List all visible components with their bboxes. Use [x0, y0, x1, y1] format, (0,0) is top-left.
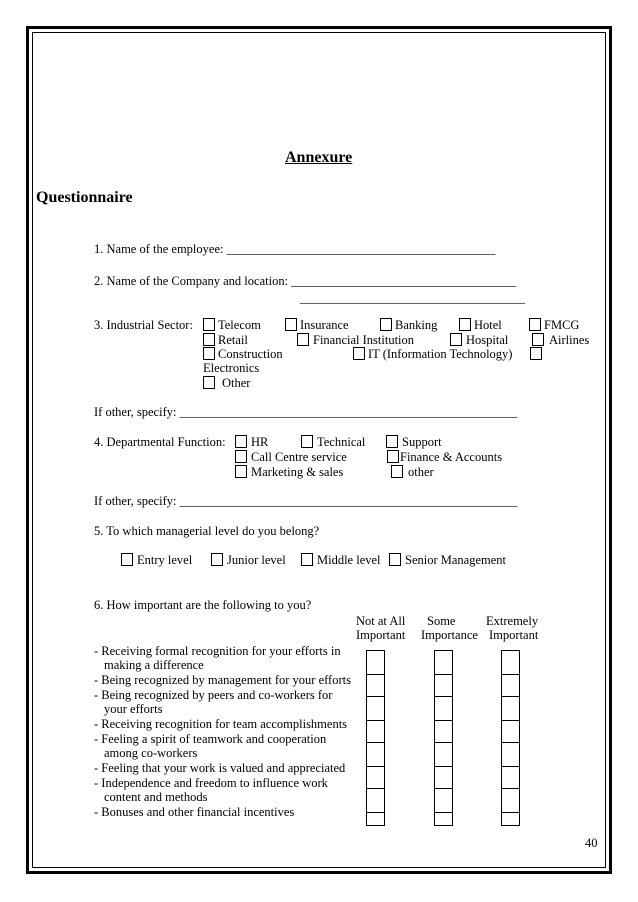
rating-cell[interactable]: [367, 675, 384, 697]
item-3: - Being recognized by peers and co-workers for: [94, 688, 333, 702]
item-1-cont: making a difference: [104, 658, 204, 672]
checkbox-retail[interactable]: [203, 333, 215, 346]
option-hospital: Hospital: [466, 333, 509, 347]
checkbox-telecom[interactable]: [203, 318, 215, 331]
option-technical: Technical: [317, 435, 366, 449]
option-call-centre: Call Centre service: [251, 450, 347, 464]
rating-cell[interactable]: [435, 813, 452, 835]
page-number: 40: [585, 836, 598, 850]
option-construction: Construction: [218, 347, 283, 361]
option-telecom: Telecom: [218, 318, 261, 332]
rating-column-some[interactable]: [434, 650, 453, 826]
rating-column-extremely[interactable]: [501, 650, 520, 826]
questionnaire-heading: Questionnaire: [36, 189, 133, 206]
page-title: Annexure: [285, 149, 353, 166]
rating-cell[interactable]: [502, 743, 519, 767]
rating-cell[interactable]: [435, 743, 452, 767]
rating-cell[interactable]: [502, 721, 519, 743]
item-7-cont: content and methods: [104, 790, 208, 804]
option-junior-level: Junior level: [227, 553, 286, 567]
option-airlines: Airlines: [549, 333, 590, 347]
rating-column-not-at-all[interactable]: [366, 650, 385, 826]
checkbox-hotel[interactable]: [459, 318, 471, 331]
question-6-label: 6. How important are the following to you?: [94, 598, 312, 612]
checkbox-call-centre[interactable]: [235, 450, 247, 463]
checkbox-support[interactable]: [386, 435, 398, 448]
item-8: - Bonuses and other financial incentives: [94, 805, 295, 819]
rating-cell[interactable]: [367, 813, 384, 835]
col-header-not-at-all-2: Important: [356, 628, 406, 642]
rating-cell[interactable]: [502, 789, 519, 813]
checkbox-middle-level[interactable]: [301, 553, 313, 566]
checkbox-marketing-sales[interactable]: [235, 465, 247, 478]
rating-cell[interactable]: [367, 697, 384, 721]
option-entry-level: Entry level: [137, 553, 193, 567]
option-insurance: Insurance: [300, 318, 349, 332]
question-4-label: 4. Departmental Function:: [94, 435, 226, 449]
option-marketing-sales: Marketing & sales: [251, 465, 344, 479]
question-5-label: 5. To which managerial level do you belong?: [94, 524, 320, 538]
rating-cell[interactable]: [435, 789, 452, 813]
rating-cell[interactable]: [367, 789, 384, 813]
checkbox-fmcg[interactable]: [529, 318, 541, 331]
checkbox-junior-level[interactable]: [211, 553, 223, 566]
item-6: - Feeling that your work is valued and appreciated: [94, 761, 346, 775]
col-header-extremely: Extremely: [486, 614, 539, 628]
item-1: - Receiving formal recognition for your efforts in: [94, 644, 341, 658]
rating-cell[interactable]: [435, 675, 452, 697]
option-retail: Retail: [218, 333, 248, 347]
option-senior-management: Senior Management: [405, 553, 507, 567]
question-2-line-2[interactable]: ____________________________________: [300, 291, 525, 305]
rating-cell[interactable]: [502, 697, 519, 721]
rating-cell[interactable]: [502, 651, 519, 675]
checkbox-other-function[interactable]: [391, 465, 403, 478]
question-1[interactable]: 1. Name of the employee: ___________________________________________: [94, 242, 496, 256]
item-3-cont: your efforts: [104, 702, 163, 716]
checkbox-it[interactable]: [353, 347, 365, 360]
question-3-label: 3. Industrial Sector:: [94, 318, 193, 332]
checkbox-electronics[interactable]: [530, 347, 542, 360]
checkbox-construction[interactable]: [203, 347, 215, 360]
option-electronics: Electronics: [203, 361, 260, 375]
checkbox-airlines[interactable]: [532, 333, 544, 346]
rating-cell[interactable]: [367, 721, 384, 743]
rating-cell[interactable]: [502, 675, 519, 697]
option-finance-accounts: Finance & Accounts: [400, 450, 503, 464]
option-middle-level: Middle level: [317, 553, 381, 567]
item-5-cont: among co-workers: [104, 746, 198, 760]
item-4: - Receiving recognition for team accomplishments: [94, 717, 348, 731]
option-fmcg: FMCG: [544, 318, 580, 332]
checkbox-financial-institution[interactable]: [297, 333, 309, 346]
other-specify-sector[interactable]: If other, specify: ______________________________________________________: [94, 405, 518, 419]
col-header-extremely-2: Important: [489, 628, 539, 642]
rating-cell[interactable]: [367, 743, 384, 767]
rating-cell[interactable]: [435, 651, 452, 675]
checkbox-technical[interactable]: [301, 435, 313, 448]
col-header-some: Some: [427, 614, 456, 628]
item-5: - Feeling a spirit of teamwork and cooperation: [94, 732, 327, 746]
rating-cell[interactable]: [367, 767, 384, 789]
item-2: - Being recognized by management for your efforts: [94, 673, 351, 687]
option-financial-institution: Financial Institution: [313, 333, 415, 347]
option-banking: Banking: [395, 318, 438, 332]
checkbox-hr[interactable]: [235, 435, 247, 448]
checkbox-insurance[interactable]: [285, 318, 297, 331]
question-2[interactable]: 2. Name of the Company and location: ____________________________________: [94, 274, 517, 288]
option-hotel: Hotel: [474, 318, 502, 332]
option-hr: HR: [251, 435, 269, 449]
checkbox-hospital[interactable]: [450, 333, 462, 346]
option-other-function: other: [408, 465, 434, 479]
checkbox-banking[interactable]: [380, 318, 392, 331]
col-header-some-2: Importance: [421, 628, 478, 642]
item-7: - Independence and freedom to influence work: [94, 776, 328, 790]
option-it: IT (Information Technology): [368, 347, 513, 361]
rating-cell[interactable]: [435, 697, 452, 721]
other-specify-function[interactable]: If other, specify: ______________________________________________________: [94, 494, 518, 508]
checkbox-finance-accounts[interactable]: [387, 450, 399, 463]
rating-cell[interactable]: [367, 651, 384, 675]
col-header-not-at-all: Not at All: [356, 614, 406, 628]
checkbox-senior-management[interactable]: [389, 553, 401, 566]
rating-cell[interactable]: [502, 813, 519, 835]
rating-cell[interactable]: [435, 767, 452, 789]
rating-cell[interactable]: [435, 721, 452, 743]
checkbox-entry-level[interactable]: [121, 553, 133, 566]
option-support: Support: [402, 435, 442, 449]
option-other-sector: Other: [222, 376, 251, 390]
rating-cell[interactable]: [502, 767, 519, 789]
checkbox-other-sector[interactable]: [203, 376, 215, 389]
